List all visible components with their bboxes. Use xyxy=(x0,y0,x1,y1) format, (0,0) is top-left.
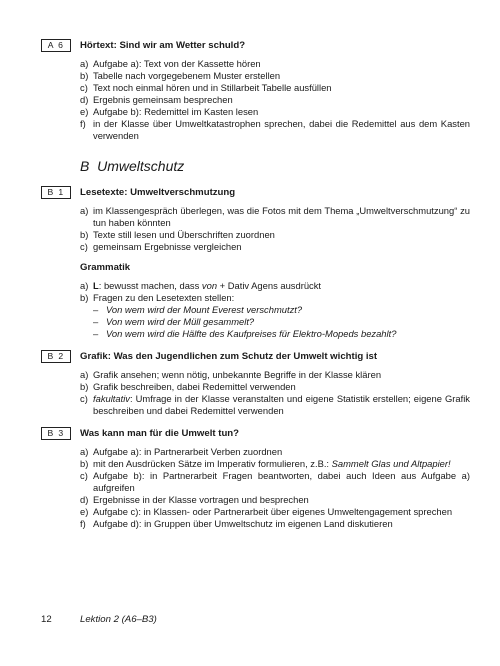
question-item: – Von wem wird der Mount Everest verschmutzt? xyxy=(93,304,303,315)
section-tag-b2: B 2 xyxy=(41,350,71,363)
list-item: a) Aufgabe a): in Partnerarbeit Verben zuordnen xyxy=(80,446,283,457)
list-item: b) mit den Ausdrücken Sätze im Imperativ formulieren, z.B.: Sammelt Glas und Altpapier! xyxy=(80,458,451,469)
part-letter: B xyxy=(80,158,90,174)
section-heading-a6: Hörtext: Sind wir am Wetter schuld? xyxy=(80,40,246,51)
list-item: a) im Klassengespräch überlegen, was die Fotos mit dem Thema „Umweltverschmutzung“ zu tun haben könnten xyxy=(80,205,470,228)
list-item: b) Fragen zu den Lesetexten stellen: – Von wem wird der Mount Everest verschmutzt? – Von wem wird der Müll gesammelt? – Von wem wird die Hälfte des Kaufpreises für Elektro-Mopeds bezahlt? xyxy=(80,292,470,340)
section-tag-a6: A 6 xyxy=(41,39,71,52)
part-title xyxy=(80,158,184,174)
list-item: c) gemeinsam Ergebnisse vergleichen xyxy=(80,241,242,252)
task-list-b3 xyxy=(80,446,470,530)
page-number: 12 xyxy=(41,614,52,625)
section-heading-b3: Was kann man für die Umwelt tun? xyxy=(80,428,240,439)
section-heading-b2: Grafik: Was den Jugendlichen zum Schutz der Umwelt wichtig ist xyxy=(80,351,378,362)
list-item: b) Grafik beschreiben, dabei Redemittel verwenden xyxy=(80,381,296,392)
list-item: a) Grafik ansehen; wenn nötig, unbekannte Begriffe in der Klasse klären xyxy=(80,369,382,380)
grammar-heading: Grammatik xyxy=(80,262,131,273)
question-item: – Von wem wird der Müll gesammelt? xyxy=(93,316,255,327)
list-item: c) fakultativ: Umfrage in der Klasse veranstalten und eigene Statistik erstellen; eigene Grafik beschreiben und dabei Redemittel verwenden xyxy=(80,393,470,416)
section-tag-b3: B 3 xyxy=(41,427,71,440)
list-item: b) Tabelle nach vorgegebenem Muster erstellen xyxy=(80,70,281,81)
list-item: e) Aufgabe c): in Klassen- oder Partnerarbeit über eigenes Umweltengagement sprechen xyxy=(80,506,453,517)
list-item: a) Aufgabe a): Text von der Kassette hören xyxy=(80,58,261,69)
task-list-b1 xyxy=(80,205,470,253)
list-item: c) Text noch einmal hören und in Stillarbeit Tabelle ausfüllen xyxy=(80,82,332,93)
list-item: d) Ergebnisse in der Klasse vortragen und besprechen xyxy=(80,494,309,505)
list-item: b) Texte still lesen und Überschriften zuordnen xyxy=(80,229,275,240)
list-item: a) L: bewusst machen, dass von + Dativ Agens ausdrückt xyxy=(80,280,322,291)
list-item: e) Aufgabe b): Redemittel im Kasten lesen xyxy=(80,106,259,117)
task-list-a6 xyxy=(80,58,470,142)
section-tag-b1: B 1 xyxy=(41,186,71,199)
list-item: f) in der Klasse über Umweltkatastrophen sprechen, dabei die Redemittel aus dem Kasten verwenden xyxy=(80,118,470,141)
list-item: c) Aufgabe b): in Partnerarbeit Fragen beantworten, dabei auch Ideen aus Aufgabe a) aufgreifen xyxy=(80,470,470,493)
list-item: d) Ergebnis gemeinsam besprechen xyxy=(80,94,233,105)
part-title-text: Umweltschutz xyxy=(97,158,185,174)
question-list xyxy=(93,304,470,340)
task-list-b2 xyxy=(80,369,470,417)
lesson-label: Lektion 2 (A6–B3) xyxy=(80,614,157,625)
list-item: f) Aufgabe d): in Gruppen über Umweltschutz im eigenen Land diskutieren xyxy=(80,518,393,529)
question-item: – Von wem wird die Hälfte des Kaufpreises für Elektro-Mopeds bezahlt? xyxy=(93,328,397,339)
section-heading-b1: Lesetexte: Umweltverschmutzung xyxy=(80,187,236,198)
grammar-list xyxy=(80,280,470,340)
